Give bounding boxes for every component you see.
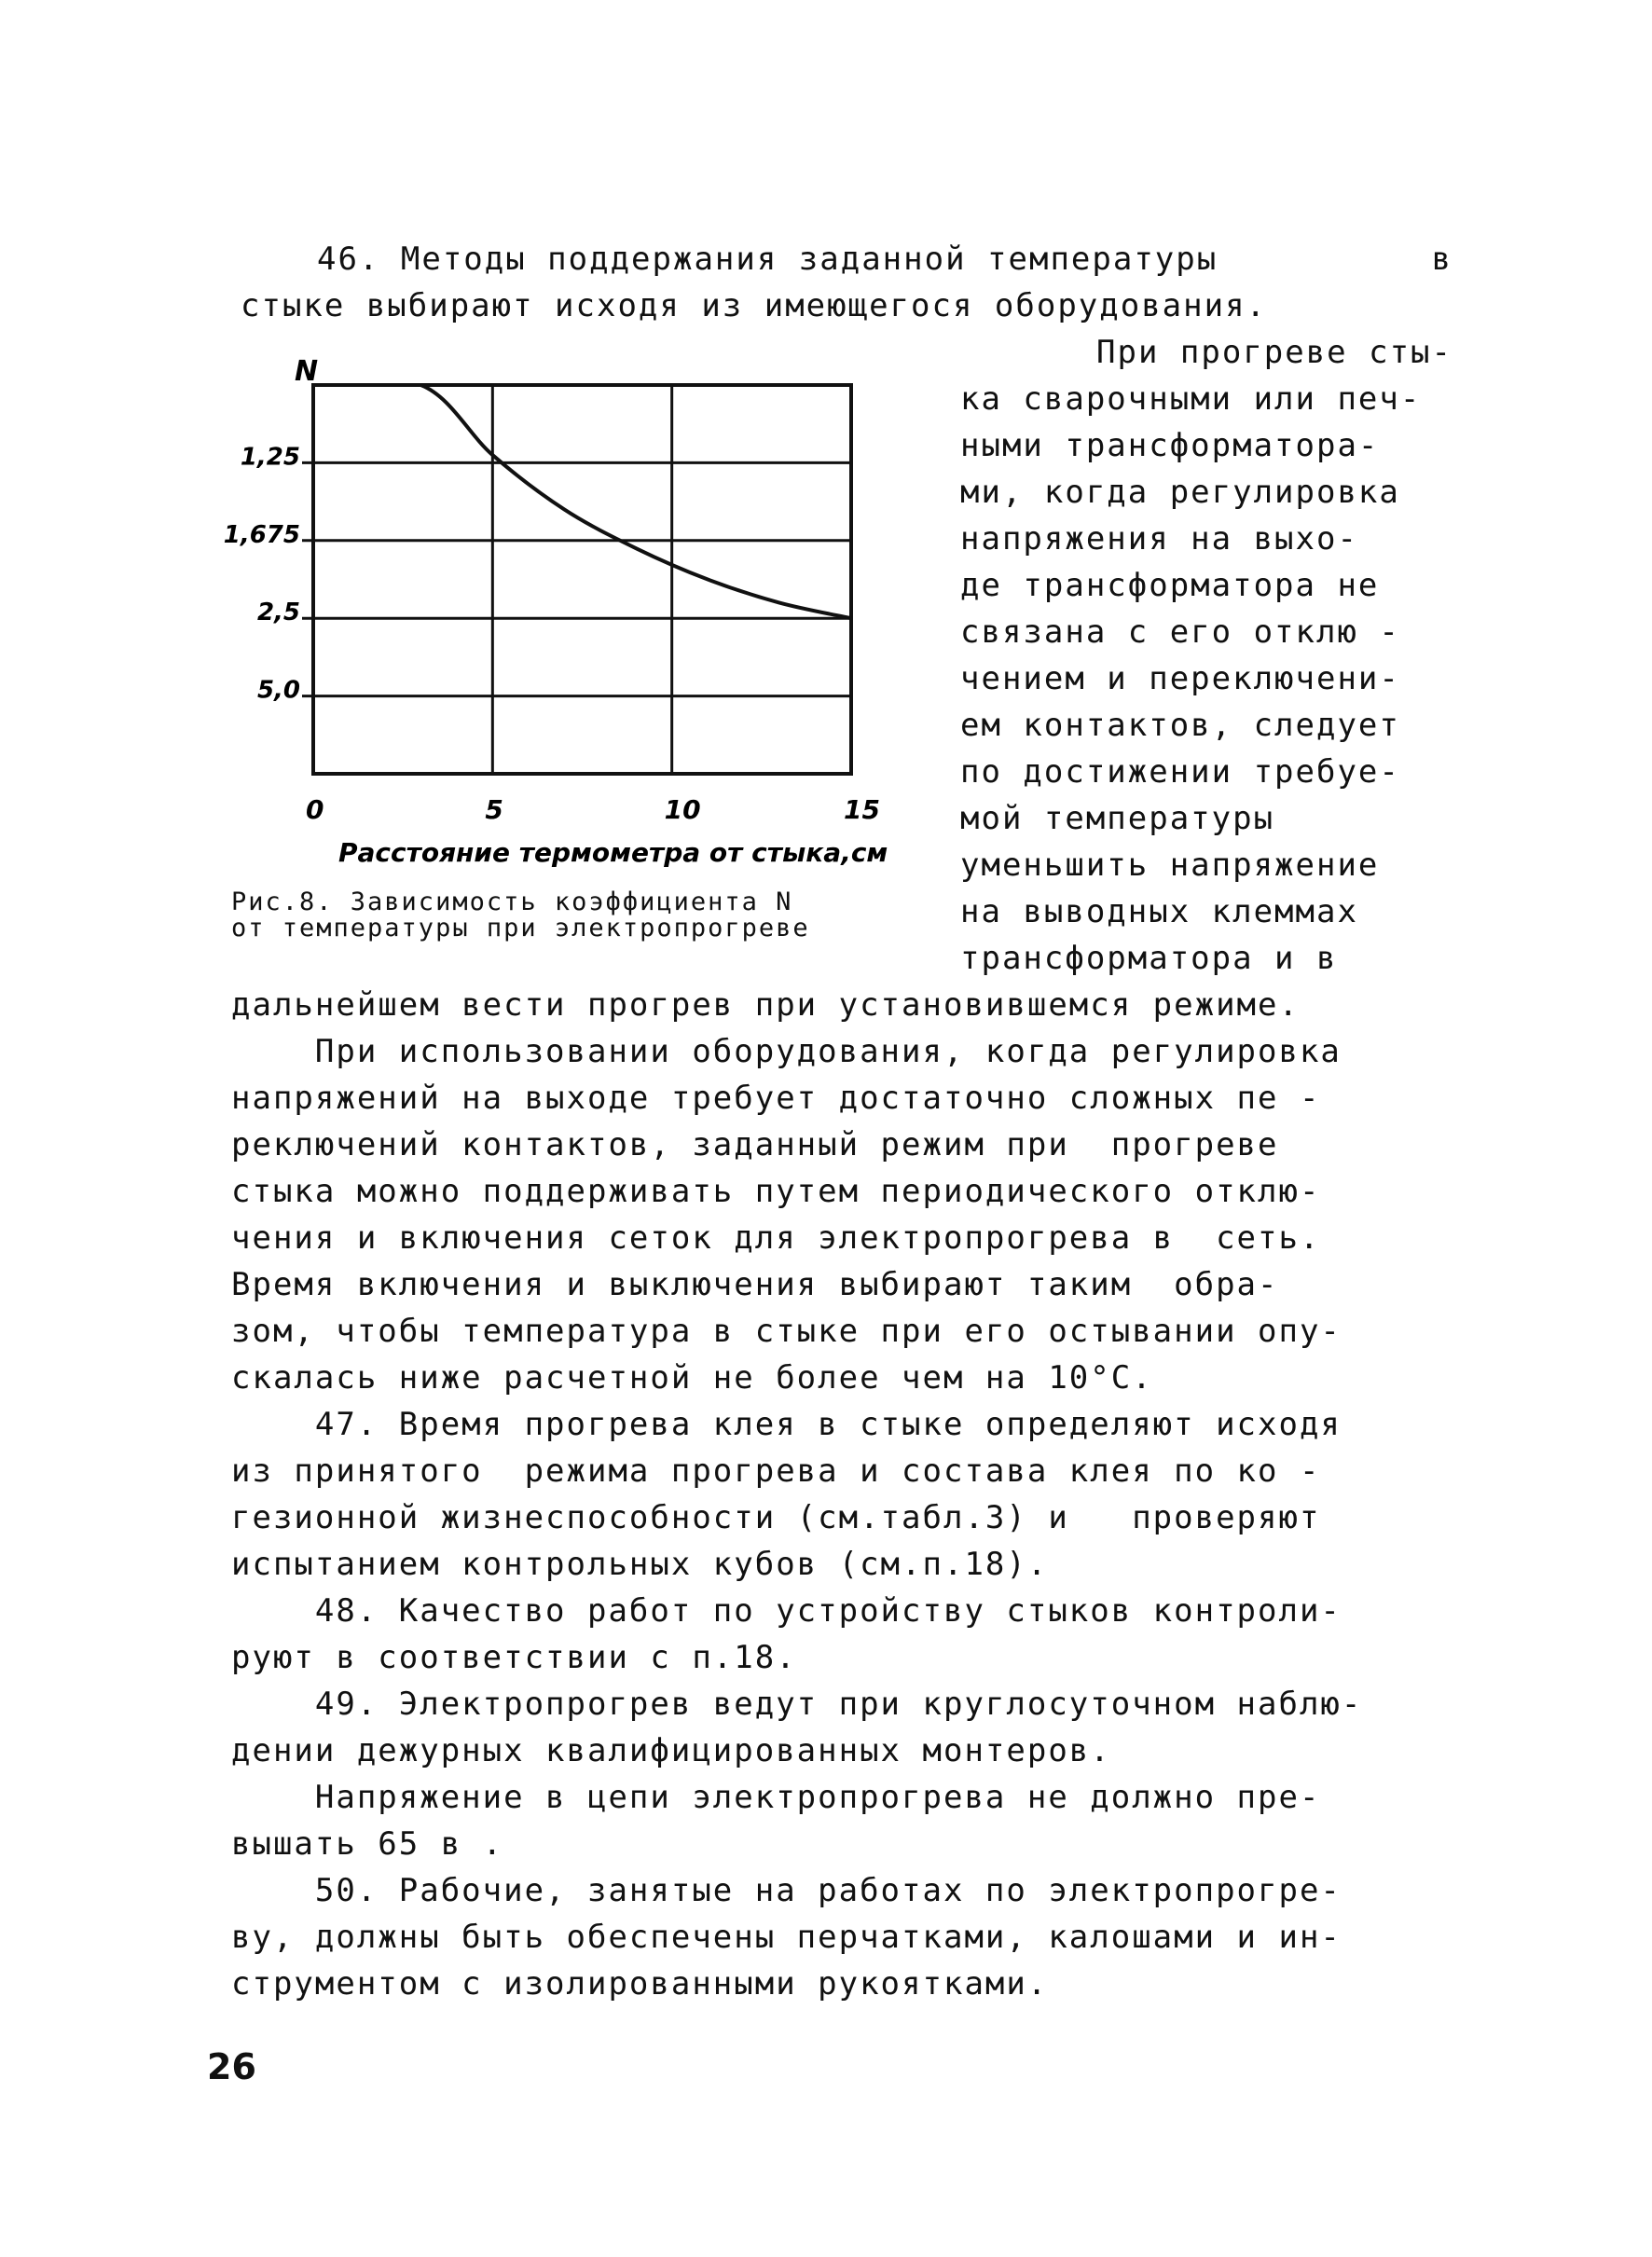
side-text-line: ными трансформатора-: [960, 427, 1380, 464]
body-text-line: 47. Время прогрева клея в стыке определяют исходя: [231, 1406, 1342, 1443]
plot-frame: [313, 385, 851, 774]
side-text-line: напряжения на выхо-: [960, 520, 1358, 557]
body-text-line: руют в соответствии с п.18.: [231, 1639, 797, 1676]
side-text-line: ем контактов, следует: [960, 707, 1400, 744]
paragraph-46-line-2: стыке выбирают исходя из имеющегося оборудования.: [241, 287, 1268, 324]
paragraph-46-line-1-tail: в: [1431, 241, 1452, 278]
side-text-line: чением и переключени-: [960, 660, 1400, 697]
body-text-line: из принятого режима прогрева и состава клея по ко -: [231, 1452, 1321, 1490]
body-text-line: вышать 65 в .: [231, 1825, 504, 1863]
body-text-line: зом, чтобы температура в стыке при его остывании опу-: [231, 1313, 1342, 1350]
paragraph-46-line-1-text: 46. Методы поддержания заданной температуры: [317, 241, 1218, 278]
x-tick-label: 10: [664, 794, 701, 825]
side-text-line: мой температуры: [960, 800, 1275, 837]
page-number: 26: [207, 2046, 256, 2087]
side-text-line: трансформатора и в: [960, 940, 1338, 977]
body-text-line: При использовании оборудования, когда регулировка: [231, 1033, 1342, 1070]
body-text-line: чения и включения сеток для электропрогрева в сеть.: [231, 1219, 1321, 1257]
side-text-line: по достижении требуе-: [960, 753, 1400, 791]
body-text-line: стыка можно поддерживать путем периодического отклю-: [231, 1173, 1321, 1210]
body-text-line: дении дежурных квалифицированных монтеров.: [231, 1732, 1111, 1769]
body-text-line: Время включения и выключения выбирают таким обра-: [231, 1266, 1279, 1303]
figure-caption-line-2: от температуры при электропрогреве: [231, 914, 810, 943]
body-text-line: струментом с изолированными рукоятками.: [231, 1965, 1049, 2002]
body-text-line: ву, должны быть обеспечены перчатками, калошами и ин-: [231, 1919, 1342, 1956]
x-tick-label: 5: [485, 794, 503, 825]
body-text-line: гезионной жизнеспособности (см.табл.3) и проверяют: [231, 1499, 1321, 1536]
y-axis-title: N: [295, 355, 319, 388]
body-text-line: скалась ниже расчетной не более чем на 10°С.: [231, 1359, 1153, 1397]
body-text-line: реключений контактов, заданный режим при прогреве: [231, 1126, 1279, 1163]
figure-8: [223, 352, 940, 968]
figure-caption-line-1: Рис.8. Зависимость коэффициента N: [231, 888, 793, 916]
side-text-line: связана с его отклю -: [960, 613, 1400, 651]
chart-svg: [223, 352, 940, 968]
x-tick-label: 0: [306, 794, 324, 825]
side-text-line: уменьшить напряжение: [960, 846, 1380, 884]
body-text-line: дальнейшем вести прогрев при установившемся режиме.: [231, 986, 1300, 1024]
y-tick-label: 5,0: [256, 676, 300, 705]
side-text-line: При прогреве сты-: [1096, 334, 1452, 371]
side-text-line: ка сварочными или печ-: [960, 380, 1422, 418]
side-text-line: ми, когда регулировка: [960, 474, 1400, 511]
x-tick-label: 15: [844, 794, 880, 825]
series-line: [313, 385, 851, 618]
x-axis-title: Расстояние термометра от стыка,см: [338, 837, 888, 868]
body-text-line: 50. Рабочие, занятые на работах по электропрогре-: [231, 1872, 1342, 1909]
body-text-line: 49. Электропрогрев ведут при круглосуточном наблю-: [231, 1686, 1363, 1723]
body-text-line: испытанием контрольных кубов (см.п.18).: [231, 1546, 1049, 1583]
side-text-line: де трансформатора не: [960, 567, 1380, 604]
side-text-line: на выводных клеммах: [960, 893, 1358, 930]
y-tick-label: 2,5: [256, 599, 300, 627]
y-tick-label: 1,675: [223, 520, 300, 549]
body-text-line: напряжений на выходе требует достаточно сложных пе -: [231, 1080, 1321, 1117]
body-text-line: Напряжение в цепи электропрогрева не должно пре-: [231, 1779, 1321, 1816]
paragraph-46-line-1: [317, 236, 1452, 282]
y-tick-label: 1,25: [240, 443, 300, 472]
body-text-line: 48. Качество работ по устройству стыков контроли-: [231, 1592, 1342, 1630]
